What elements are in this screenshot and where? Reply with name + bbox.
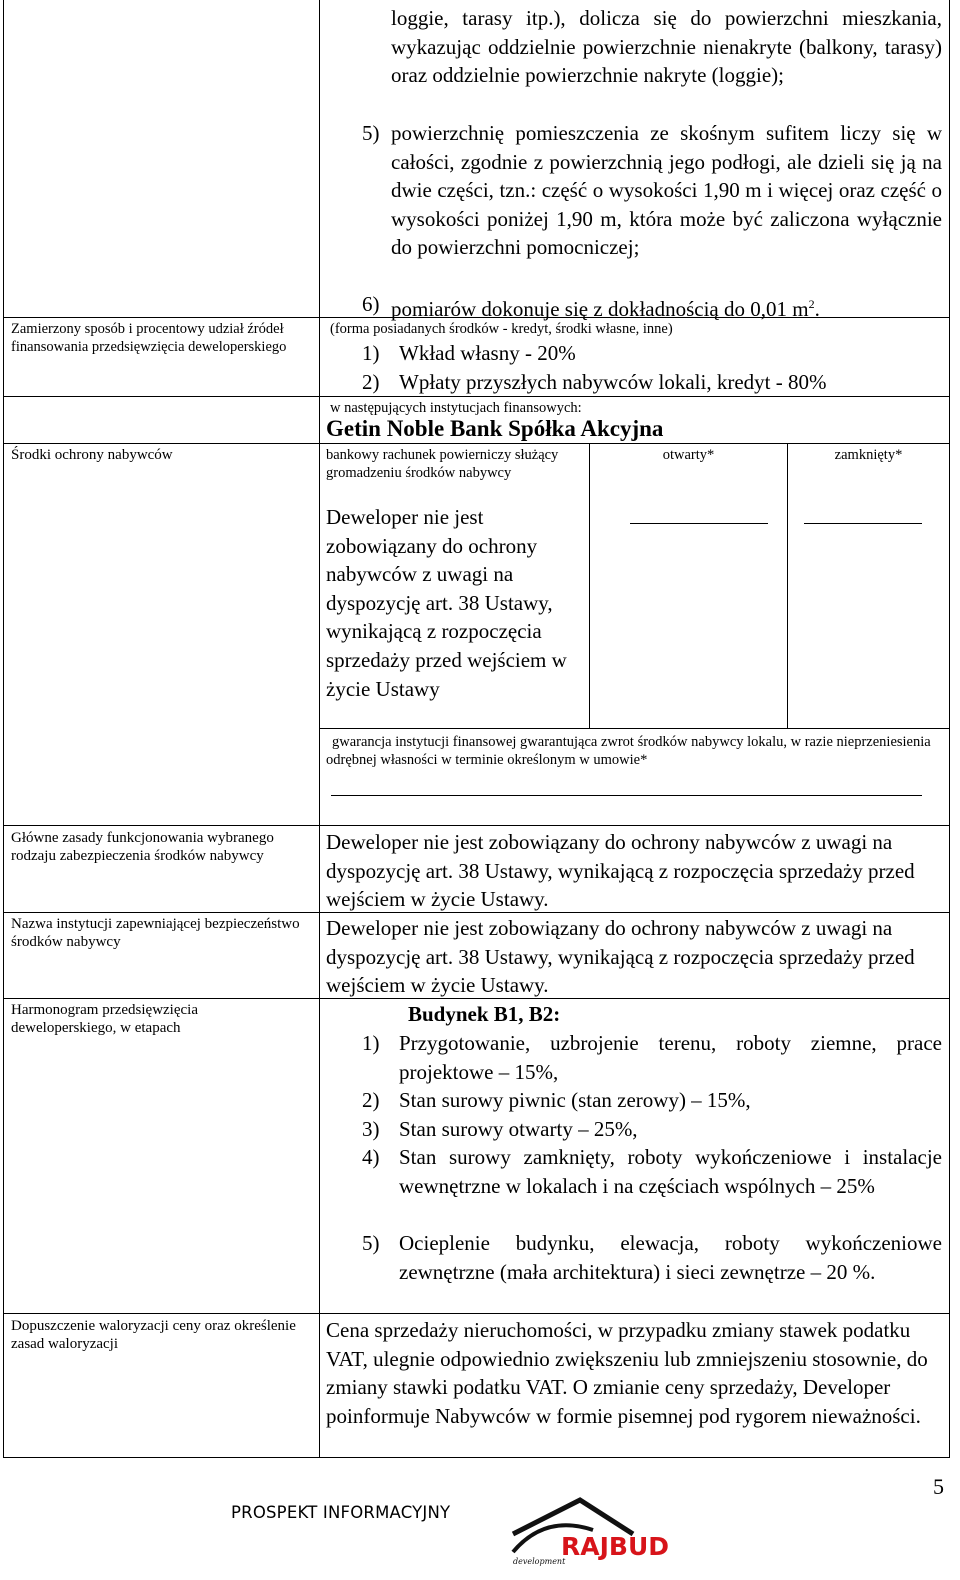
valorization-text: Cena sprzedaży nieruchomości, w przypadku zmiany stawek podatku VAT, ulegnie odpowiednio zwiększeniu lub zmniejszeniu stosownie, do zmiany stawki podatku VAT. O zmianie ceny sprzedaży, Developer poinformuje Nabywców w formie pisemnej pod rygorem nieważności.	[326, 1318, 928, 1428]
item-number: 5)	[362, 1231, 380, 1255]
item-number: 3)	[362, 1117, 380, 1141]
schedule-heading: Budynek B1, B2:	[408, 1002, 561, 1026]
table-border-middle	[319, 0, 320, 1458]
item-text: Ocieplenie budynku, elewacja, roboty wykończeniowe zewnętrzne (mała architektura) i sieci zewnętrze – 20 %.	[399, 1231, 942, 1284]
schedule-item-5	[362, 1229, 942, 1315]
item-number: 1)	[362, 1031, 380, 1055]
item-text: Wkład własny - 20%	[399, 341, 576, 365]
closed-blank-line	[804, 523, 922, 524]
principles-text: Deweloper nie jest zobowiązany do ochrony nabywców z uwagi na dyspozycję art. 38 Ustawy, wynikającą z rozpoczęcia sprzedaży przed wejściem w życie Ustawy.	[326, 830, 915, 912]
item-number: 2)	[362, 1088, 380, 1112]
item-text: Stan surowy piwnic (stan zerowy) – 15%,	[399, 1088, 751, 1112]
institution-name-label: Nazwa instytucji zapewniającej bezpieczeństwo środków nabywcy	[11, 916, 300, 950]
item-end: .	[814, 297, 820, 321]
row-divider	[320, 728, 950, 729]
logo-script: development	[513, 1557, 566, 1566]
account-cell-divider	[787, 443, 788, 729]
principles-label: Główne zasady funkcjonowania wybranego rodzaju zabezpieczenia środków nabywcy	[11, 830, 274, 864]
item-text: Stan surowy zamknięty, roboty wykończeniowe i instalacje wewnętrzne w lokalach i na częściach wspólnych – 25%	[399, 1145, 942, 1198]
footer-title: PROSPEKT INFORMACYJNY	[231, 1503, 451, 1522]
account-label: bankowy rachunek powierniczy służący gromadzeniu środków nabywcy	[326, 447, 559, 481]
item-text: Wpłaty przyszłych nabywców lokali, kredyt - 80%	[399, 370, 827, 394]
financing-label: Zamierzony sposób i procentowy udział źródeł finansowania przedsięwzięcia deweloperskiego	[11, 321, 287, 355]
valorization-label: Dopuszczenie waloryzacji ceny oraz określenie zasad waloryzacji	[11, 1318, 296, 1352]
superscript: 2	[808, 297, 815, 311]
logo-wordmark: RAJBUD	[561, 1532, 670, 1561]
item-number: 2)	[362, 370, 380, 394]
open-label: otwarty*	[662, 447, 715, 463]
list-item-6	[362, 290, 942, 321]
financing-item-2	[362, 368, 942, 396]
protection-statement: Deweloper nie jest zobowiązany do ochrony nabywców z uwagi na dyspozycję art. 38 Ustawy, wynikającą z rozpoczęcia sprzedaży przed wejściem w życie Ustawy	[326, 505, 567, 701]
continuation-intro: loggie, tarasy itp.), dolicza się do powierzchni mieszkania, wykazując oddzielnie powierzchnie nienakryte (balkony, tarasy) oraz oddzielnie powierzchnie nakryte (loggie);	[391, 6, 942, 88]
financing-item-1	[362, 339, 942, 367]
item-number: 5)	[362, 121, 380, 145]
item-text: Stan surowy otwarty – 25%,	[399, 1117, 638, 1141]
schedule-item-2	[362, 1086, 942, 1114]
table-border-left	[3, 0, 4, 1458]
protection-label: Środki ochrony nabywców	[11, 447, 173, 463]
schedule-item-3	[362, 1115, 942, 1143]
account-cell-divider	[589, 443, 590, 729]
open-blank-line	[630, 523, 768, 524]
item-number: 4)	[362, 1145, 380, 1169]
schedule-item-4	[362, 1143, 942, 1229]
item-number: 6)	[362, 292, 380, 316]
list-item-5	[362, 119, 942, 291]
item-text: Przygotowanie, uzbrojenie terenu, roboty ziemne, prace projektowe – 15%,	[399, 1031, 942, 1084]
table-border-bottom	[3, 1457, 950, 1458]
institutions-note: w następujących instytucjach finansowych:	[330, 400, 582, 416]
company-logo	[505, 1494, 680, 1566]
schedule-label: Harmonogram przedsięwzięcia deweloperskiego, w etapach	[11, 1002, 198, 1036]
financing-note: (forma posiadanych środków - kredyt, środki własne, inne)	[330, 321, 673, 337]
bank-name: Getin Noble Bank Spółka Akcyjna	[326, 416, 664, 441]
guarantee-blank-line	[331, 795, 922, 796]
item-text: powierzchnię pomieszczenia ze skośnym sufitem liczy się w całości, zgodnie z powierzchnią jego podłogi, ale dzieli się ją na dwie części, tzn.: część o wysokości 1,90 m i więcej oraz część o wysokości poniżej 1,90 m, która może być zaliczona wyłącznie do powierzchni pomocniczej;	[391, 121, 942, 260]
schedule-item-1	[362, 1029, 942, 1087]
page-number: 5	[933, 1474, 944, 1499]
item-number: 1)	[362, 341, 380, 365]
item-text: pomiarów dokonuje się z dokładnością do 0,01 m	[391, 297, 809, 321]
institution-name-text: Deweloper nie jest zobowiązany do ochrony nabywców z uwagi na dyspozycję art. 38 Ustawy, wynikającą z rozpoczęcia sprzedaży przed wejściem w życie Ustawy.	[326, 916, 915, 998]
row-divider	[3, 443, 950, 444]
closed-label: zamknięty*	[834, 447, 903, 463]
guarantee-text: gwarancja instytucji finansowej gwarantująca zwrot środków nabywcy lokalu, w razie nieprzeniesienia odrębnej własności w terminie określonym w umowie*	[326, 734, 931, 768]
table-border-right	[949, 0, 950, 1458]
row-divider	[3, 825, 950, 826]
